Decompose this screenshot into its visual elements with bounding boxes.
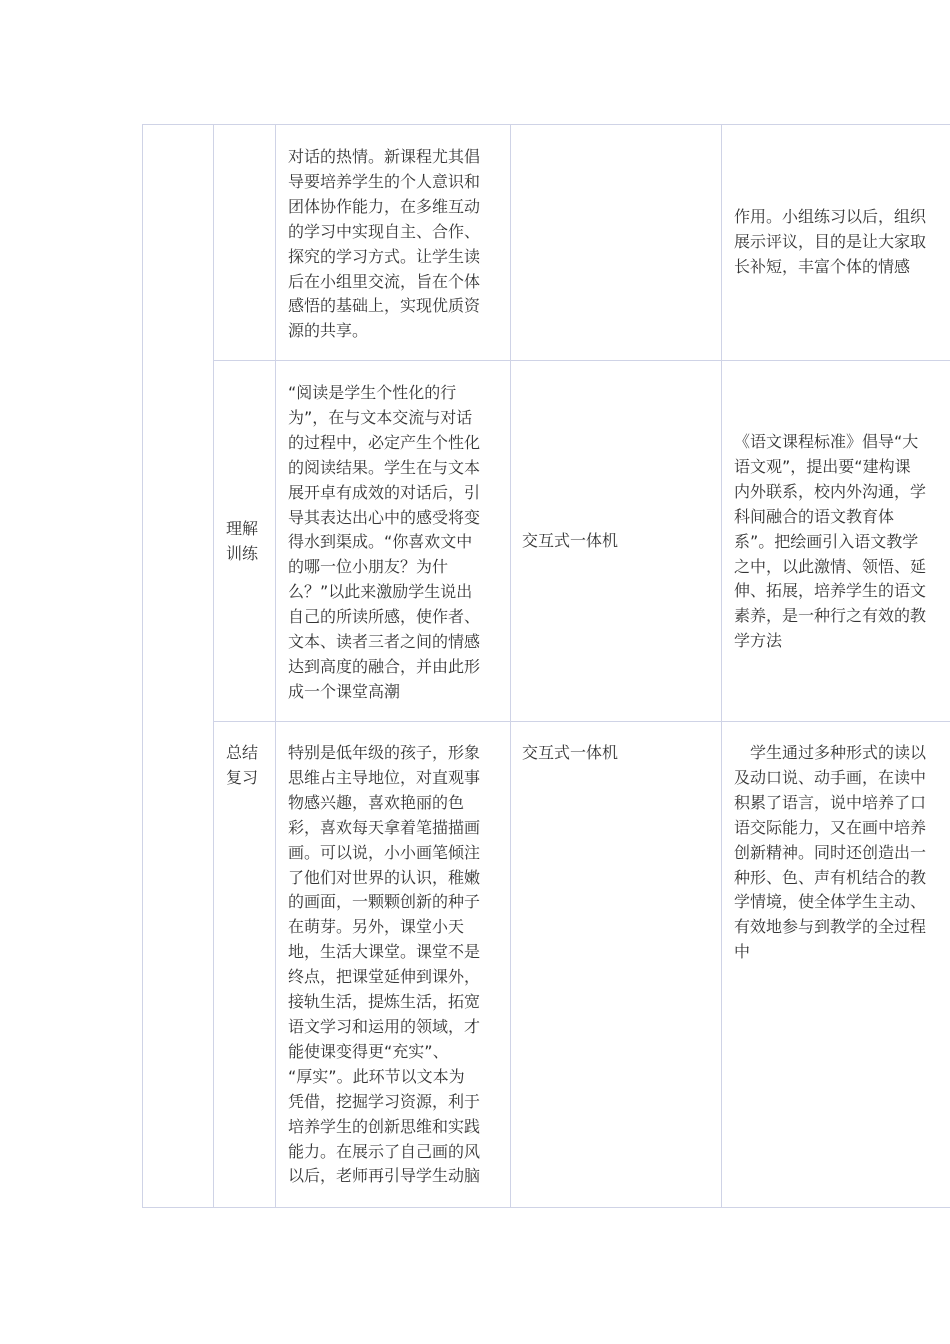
row3-stage: 总结 复习 — [226, 743, 259, 787]
row1-reason: 作用。小组练习以后，组织 展示评议，目的是让大家取 长补短，丰富个体的情感 — [734, 207, 927, 276]
column-divider — [275, 124, 276, 1208]
row1-content: 对话的热情。新课程尤其倡 导要培养学生的个人意识和 团体协作能力，在多维互动 的学习中实现自主、合作、 探究的学习方式。让学生读 后在小组里交流，旨在个体 感悟的基础上，实现优质资 源的共享。 — [288, 147, 481, 341]
table-bottom-border — [142, 1207, 950, 1208]
row3-media: 交互式一体机 — [522, 743, 619, 762]
row2-reason: 《语文课程标准》倡导“大 语文观”，提出要“建构课 内外联系，校内外沟通，学 科间融合的语文教育体 系”。把绘画引入语文教学 之中，以此激情、领悟、延 伸、拓展，培养学生的语文 素养，是一种行之有效的教 学方法 — [734, 432, 927, 651]
row2-content: “阅读是学生个性化的行 为”，在与文本交流与对话 的过程中，必定产生个性化 的阅读结果。学生在与文本 展开卓有成效的对话后，引 导其表达出心中的感受将变 得水到渠成。“你喜欢文中 的哪一位小朋友？为什 么？”以此来激励学生说出 自己的所读所感，使作者、 文本、读者三者之间的情感 达到高度的融合，并由此形 成一个课堂高潮 — [288, 383, 481, 701]
row2-media: 交互式一体机 — [522, 531, 619, 550]
column-divider — [510, 124, 511, 1208]
column-divider — [721, 124, 722, 1208]
column-divider — [142, 124, 143, 1208]
row3-reason: 学生通过多种形式的读以 及动口说、动手画，在读中 积累了语言，说中培养了口 语交际能力，又在画中培养 创新精神。同时还创造出一 种形、色、声有机结合的教 学情境，使全体学生主动、 有效地参与到教学的全过程 中 — [734, 743, 927, 962]
table-top-border — [142, 124, 950, 125]
column-divider — [213, 124, 214, 1208]
row3-content: 特别是低年级的孩子，形象 思维占主导地位，对直观事 物感兴趣，喜欢艳丽的色 彩，喜欢每天拿着笔描描画 画。可以说，小小画笔倾注 了他们对世界的认识，稚嫩 的画面，一颗颗创新的种子 在萌芽。另外，课堂小天 地，生活大课堂。课堂不是 终点，把课堂延伸到课外， 接轨生活，提炼生活，拓宽 语文学习和运用的领域，才 能使课变得更“充实”、 “厚实”。此环节以文本为 凭借，挖掘学习资源，利于 培养学生的创新思维和实践 能力。在展示了自己画的风 以后，老师再引导学生动脑 — [288, 743, 481, 1186]
row-divider — [213, 721, 950, 722]
row2-stage: 理解 训练 — [226, 519, 259, 563]
row-divider — [213, 360, 950, 361]
lesson-plan-table — [142, 124, 950, 1208]
